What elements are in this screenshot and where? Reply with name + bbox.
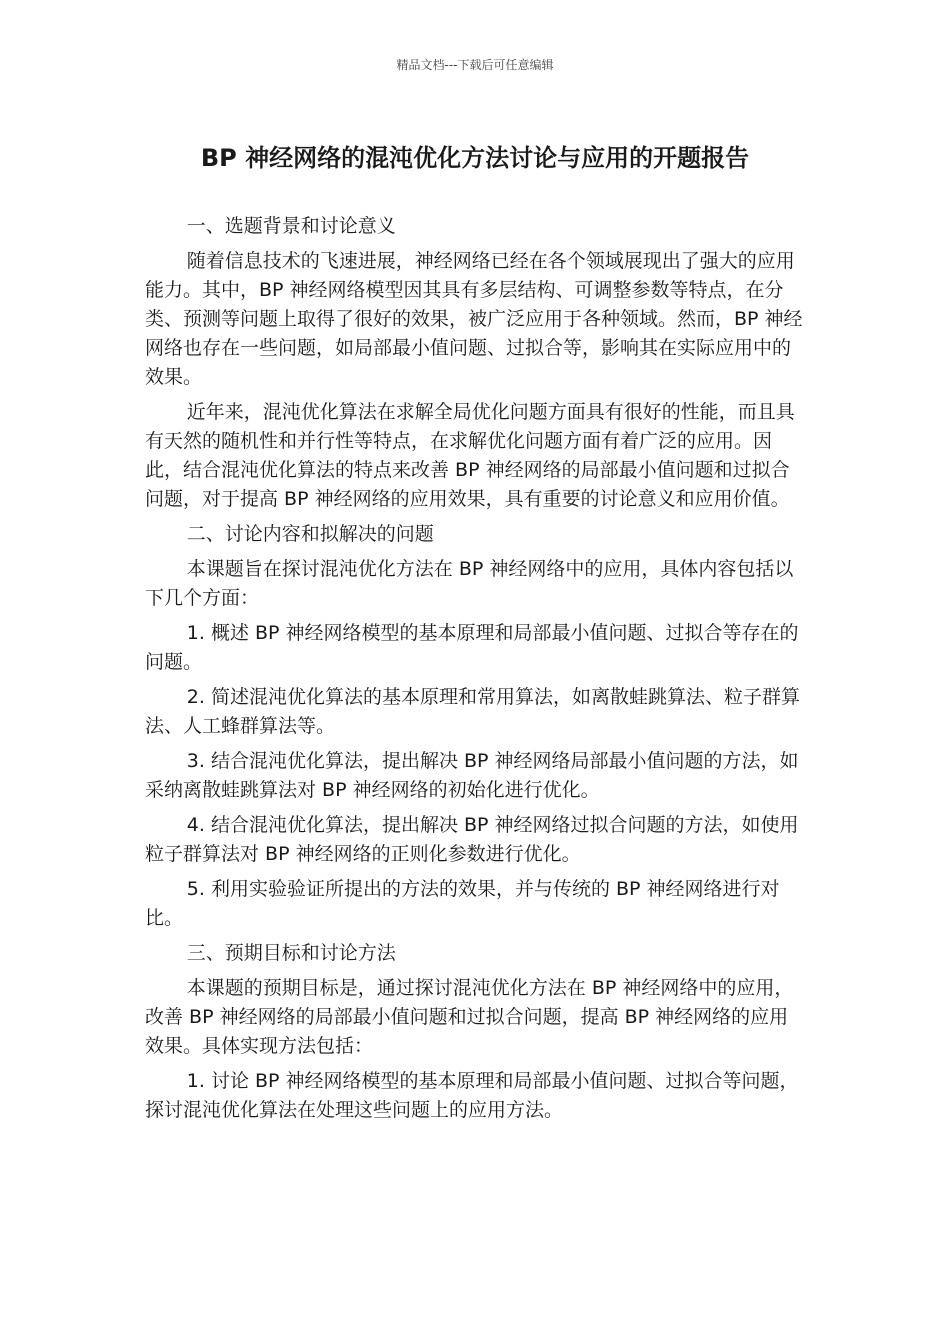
body-paragraph: 3. 结合混沌优化算法，提出解决 BP 神经网络局部最小值问题的方法，如采纳离散蛙跳算法对 BP 神经网络的初始化进行优化。	[145, 750, 799, 801]
body-paragraph: 4. 结合混沌优化算法，提出解决 BP 神经网络过拟合问题的方法，如使用粒子群算法对 BP 神经网络的正则化参数进行优化。	[145, 814, 799, 865]
section-heading: 一、选题背景和讨论意义	[186, 215, 396, 237]
body-paragraph: 随着信息技术的飞速进展，神经网络已经在各个领域展现出了强大的应用能力。其中，BP 神经网络模型因其具有多层结构、可调整参数等特点，在分类、预测等问题上取得了很好的效果，被广泛应用于各种领域。然而，BP 神经网络也存在一些问题，如局部最小值问题、过拟合等，影响其在实际应用中的效果。	[145, 250, 803, 388]
body-paragraph: 2. 简述混沌优化算法的基本原理和常用算法，如离散蛙跳算法、粒子群算法、人工蜂群算法等。	[145, 686, 800, 737]
header-note: 精品文档---下载后可任意编辑	[396, 58, 554, 72]
body-paragraph: 5. 利用实验验证所提出的方法的效果，并与传统的 BP 神经网络进行对比。	[145, 878, 780, 929]
section-heading: 二、讨论内容和拟解决的问题	[186, 523, 434, 545]
document-title: BP 神经网络的混沌优化方法讨论与应用的开题报告	[200, 144, 750, 172]
body-paragraph: 本课题旨在探讨混沌优化方法在 BP 神经网络中的应用，具体内容包括以下几个方面：	[145, 558, 794, 609]
body-paragraph: 近年来，混沌优化算法在求解全局优化问题方面具有很好的性能，而且具有天然的随机性和并行性等特点，在求解优化问题方面有着广泛的应用。因此，结合混沌优化算法的特点来改善 BP 神经网络的局部最小值问题和过拟合问题，对于提高 BP 神经网络的应用效果，具有重要的讨论意义和应用价值。	[145, 401, 795, 510]
document-body	[145, 212, 807, 1131]
body-paragraph: 1. 概述 BP 神经网络模型的基本原理和局部最小值问题、过拟合等存在的问题。	[145, 622, 799, 673]
body-paragraph: 1. 讨论 BP 神经网络模型的基本原理和局部最小值问题、过拟合等问题，探讨混沌优化算法在处理这些问题上的应用方法。	[145, 1070, 799, 1121]
body-paragraph: 本课题的预期目标是，通过探讨混沌优化方法在 BP 神经网络中的应用，改善 BP 神经网络的局部最小值问题和过拟合问题，提高 BP 神经网络的应用效果。具体实现方法包括：	[145, 977, 794, 1057]
section-heading: 三、预期目标和讨论方法	[186, 942, 396, 964]
